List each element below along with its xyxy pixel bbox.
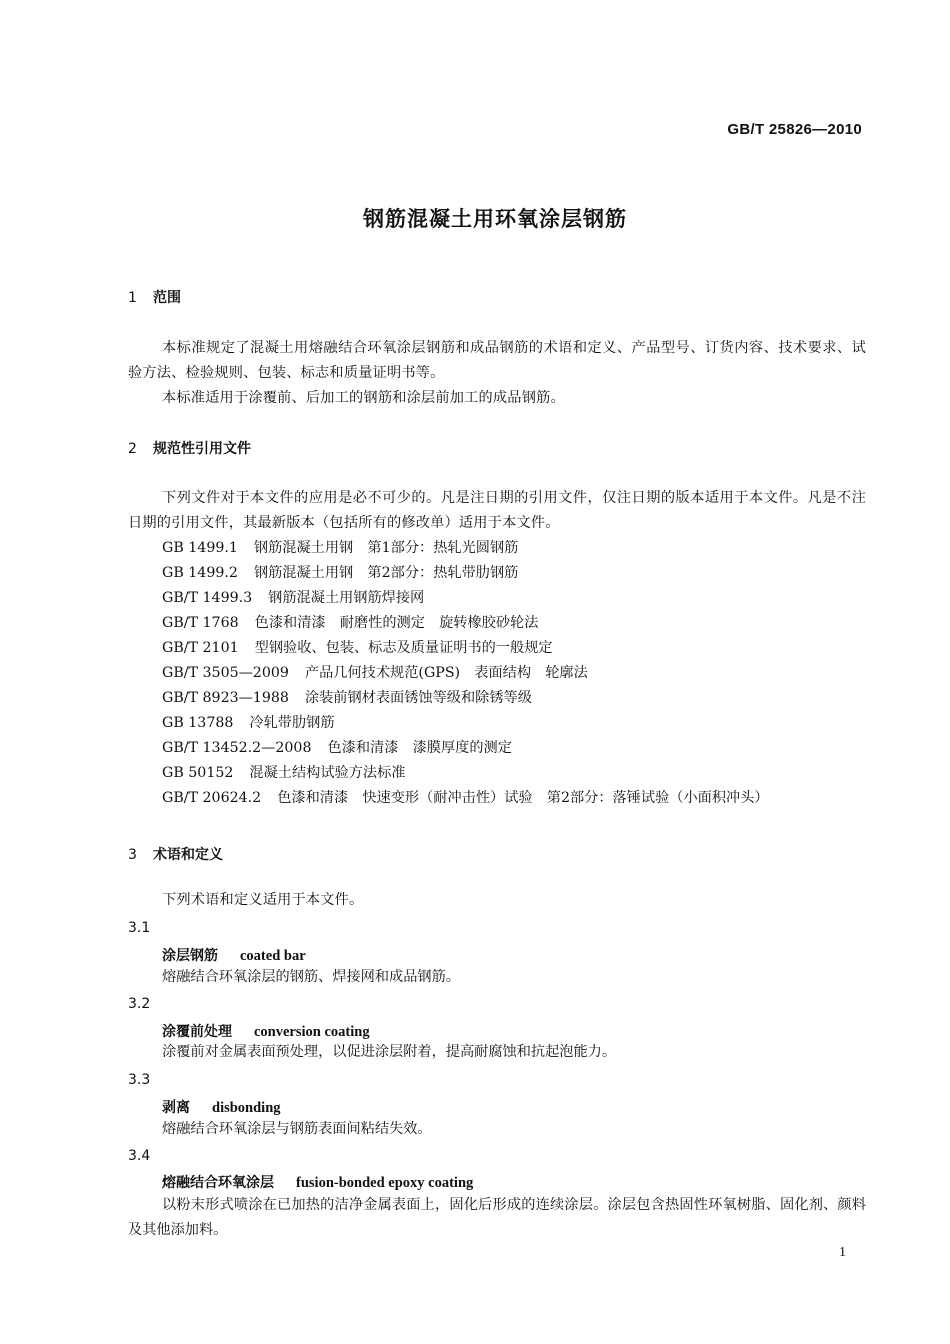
section-title: 术语和定义: [153, 847, 223, 863]
reference-list: [162, 536, 769, 811]
reference-title: 产品几何技术规范(GPS) 表面结构 轮廓法: [304, 665, 588, 681]
term-name-en: disbonding: [212, 1100, 281, 1116]
term-definition: 涂覆前对金属表面预处理，以促进涂层附着，提高耐腐蚀和抗起泡能力。: [162, 1044, 617, 1060]
term-number: 3.2: [128, 996, 151, 1012]
list-item: [162, 686, 769, 711]
term-definition: 以粉末形式喷涂在已加热的洁净金属表面上，固化后形成的连续涂层。涂层包含热固性环氧树脂、固化剂、颜料及其他添加料。: [128, 1197, 866, 1238]
reference-code: GB 50152: [162, 765, 234, 781]
term-name-en: coated bar: [240, 948, 306, 964]
section-number: 3: [128, 847, 137, 863]
references-intro: 下列文件对于本文件的应用是必不可少的。凡是注日期的引用文件，仅注日期的版本适用于本文件。凡是不注日期的引用文件，其最新版本（包括所有的修改单）适用于本文件。: [128, 490, 866, 531]
reference-code: GB 1499.2: [162, 565, 238, 581]
reference-title: 冷轧带肋钢筋: [249, 715, 335, 731]
section-title: 规范性引用文件: [153, 441, 251, 457]
list-item: [162, 636, 769, 661]
term-name-en: conversion coating: [254, 1024, 370, 1040]
term-name-zh: 剥离: [162, 1100, 190, 1116]
reference-code: GB/T 2101: [162, 640, 239, 656]
term-definition: 熔融结合环氧涂层的钢筋、焊接网和成品钢筋。: [162, 969, 460, 985]
list-item: [162, 611, 769, 636]
term-name: [162, 1172, 473, 1192]
list-item: [162, 661, 769, 686]
reference-code: GB/T 3505—2009: [162, 665, 289, 681]
section-3-heading: [128, 844, 223, 864]
reference-title: 钢筋混凝土用钢筋焊接网: [268, 590, 425, 606]
reference-code: GB/T 20624.2: [162, 790, 262, 806]
list-item: [162, 786, 769, 811]
reference-code: GB 1499.1: [162, 540, 238, 556]
term-name: [162, 945, 306, 965]
term-name-en: fusion-bonded epoxy coating: [296, 1175, 474, 1191]
term-name-zh: 熔融结合环氧涂层: [162, 1175, 274, 1191]
list-item: [162, 586, 769, 611]
term-name-zh: 涂覆前处理: [162, 1024, 232, 1040]
reference-title: 涂装前钢材表面锈蚀等级和除锈等级: [304, 690, 532, 706]
term-definition: 熔融结合环氧涂层与钢筋表面间粘结失效。: [162, 1121, 432, 1137]
reference-title: 钢筋混凝土用钢 第1部分：热轧光圆钢筋: [253, 540, 519, 556]
list-item: [162, 761, 769, 786]
list-item: [162, 736, 769, 761]
list-item: [162, 561, 769, 586]
term-name: [162, 1021, 370, 1041]
term-name: [162, 1097, 281, 1117]
reference-title: 色漆和清漆 耐磨性的测定 旋转橡胶砂轮法: [254, 615, 539, 631]
standard-number: GB/T 25826—2010: [727, 121, 862, 138]
scope-paragraph-2: 本标准适用于涂覆前、后加工的钢筋和涂层前加工的成品钢筋。: [162, 390, 565, 406]
list-item: [162, 536, 769, 561]
reference-code: GB/T 1499.3: [162, 590, 253, 606]
section-number: 1: [128, 290, 137, 306]
scope-paragraph-1: 本标准规定了混凝土用熔融结合环氧涂层钢筋和成品钢筋的术语和定义、产品型号、订货内容、技术要求、试验方法、检验规则、包装、标志和质量证明书等。: [128, 340, 866, 381]
page-number: 1: [839, 1245, 846, 1260]
terms-intro: 下列术语和定义适用于本文件。: [162, 892, 364, 908]
reference-title: 型钢验收、包装、标志及质量证明书的一般规定: [254, 640, 553, 656]
term-number: 3.1: [128, 920, 151, 936]
section-title: 范围: [153, 290, 181, 306]
reference-title: 色漆和清漆 快速变形（耐冲击性）试验 第2部分：落锤试验（小面积冲头）: [277, 790, 769, 806]
document-title: 钢筋混凝土用环氧涂层钢筋: [363, 207, 627, 231]
reference-code: GB/T 1768: [162, 615, 239, 631]
reference-code: GB 13788: [162, 715, 234, 731]
term-name-zh: 涂层钢筋: [162, 948, 218, 964]
term-number: 3.4: [128, 1148, 151, 1164]
reference-code: GB/T 8923—1988: [162, 690, 289, 706]
section-number: 2: [128, 441, 137, 457]
reference-title: 色漆和清漆 漆膜厚度的测定: [327, 740, 512, 756]
section-2-heading: [128, 438, 251, 458]
section-1-heading: [128, 287, 181, 307]
list-item: [162, 711, 769, 736]
reference-code: GB/T 13452.2—2008: [162, 740, 312, 756]
reference-title: 钢筋混凝土用钢 第2部分：热轧带肋钢筋: [253, 565, 519, 581]
reference-title: 混凝土结构试验方法标准: [249, 765, 406, 781]
term-number: 3.3: [128, 1072, 151, 1088]
